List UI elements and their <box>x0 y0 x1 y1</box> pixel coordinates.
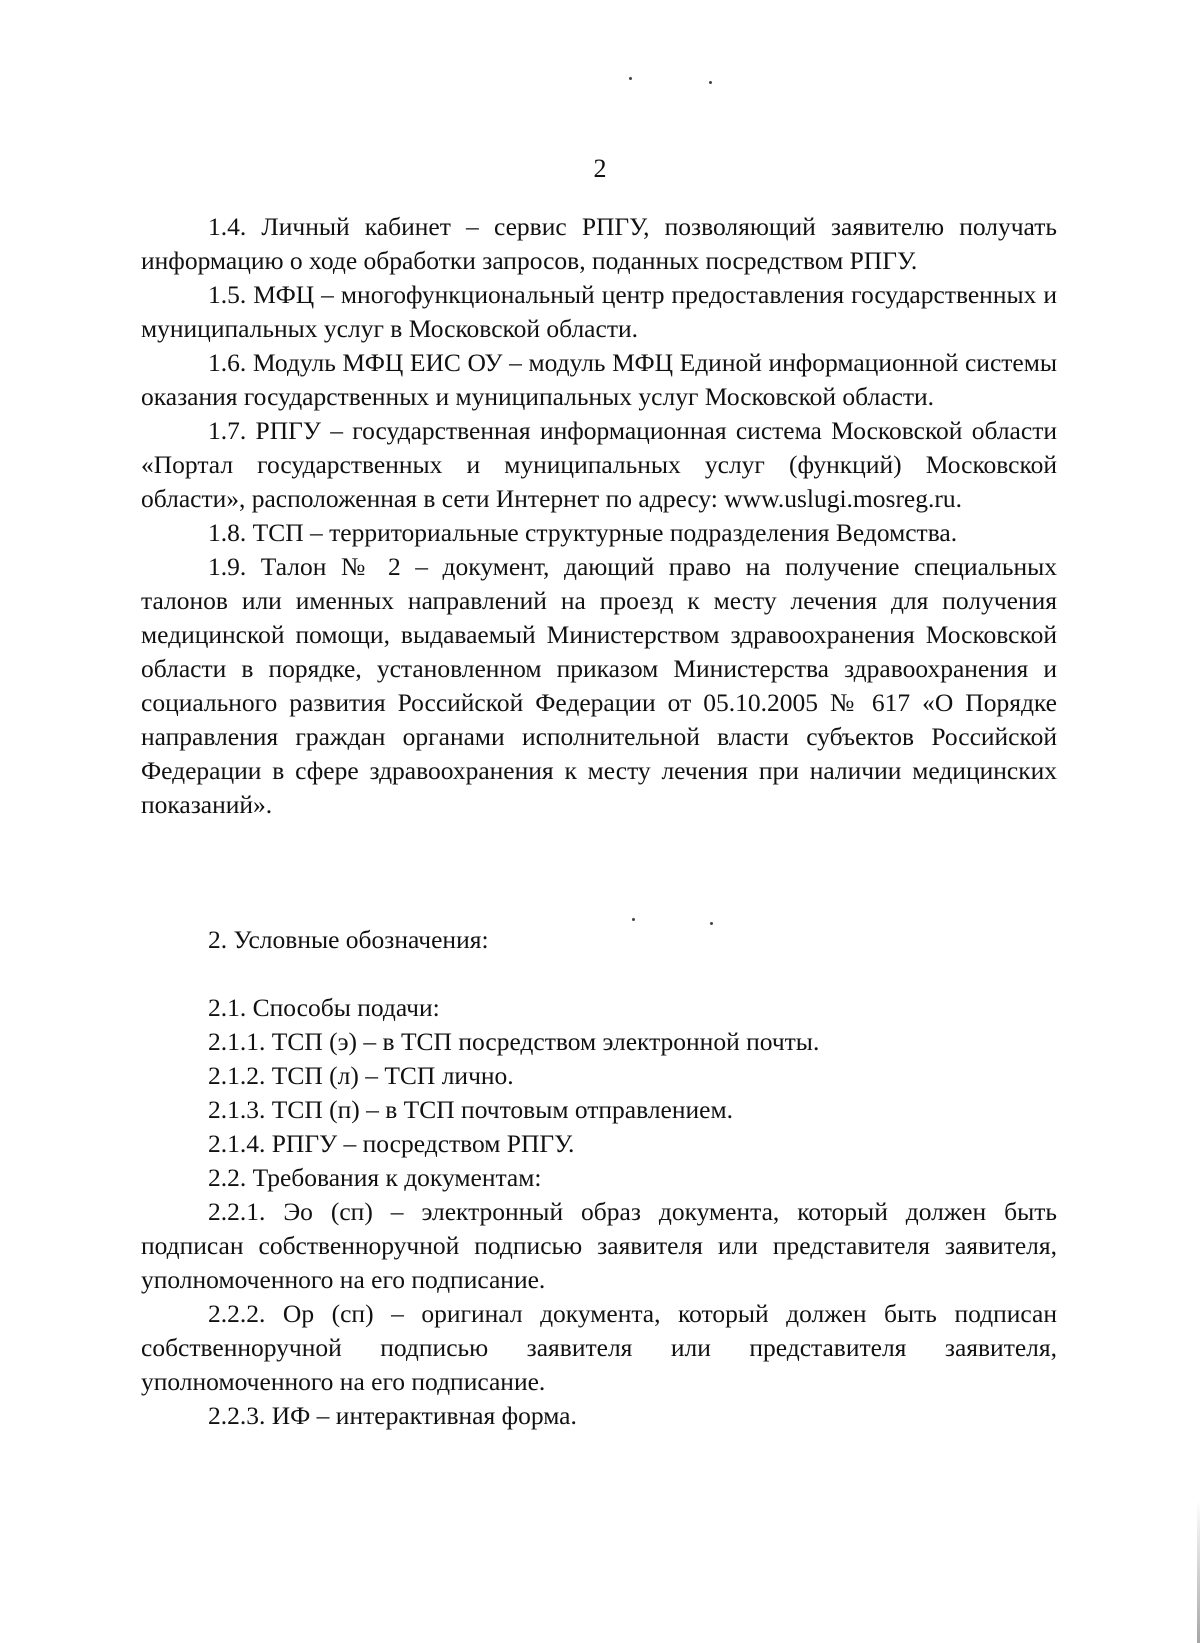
item-2-1-4: 2.1.4. РПГУ – посредством РПГУ. <box>208 1129 575 1158</box>
definition-1-7: 1.7. РПГУ – государственная информационная система Московской области «Портал государственных и муниципальных услуг (функций) Московской области», расположенная в сети Интернет по адресу: www.uslugi.mosreg.ru. <box>141 416 1057 513</box>
section-2-heading: 2. Условные обозначения: <box>208 925 489 954</box>
definition-1-9: 1.9. Талон № 2 – документ, дающий право на получение специальных талонов или именных направлений на проезд к месту лечения для получения медицинской помощи, выдаваемый Министерством здравоохранения Московской области в порядке, установленном приказом Министерства здравоохранения и социального развития Российской Федерации от 05.10.2005 № 617 «О Порядке направления граждан органами исполнительной власти субъектов Российской Федерации в сфере здравоохранения к месту лечения при наличии медицинских показаний». <box>141 552 1057 819</box>
definition-1-5: 1.5. МФЦ – многофункциональный центр предоставления государственных и муниципальных услуг в Московской области. <box>141 280 1057 343</box>
scan-speck-top <box>629 77 632 80</box>
item-2-2: 2.2. Требования к документам: <box>208 1163 542 1192</box>
item-2-1: 2.1. Способы подачи: <box>208 993 440 1022</box>
item-2-1-1: 2.1.1. ТСП (э) – в ТСП посредством электронной почты. <box>208 1027 820 1056</box>
item-2-2-3: 2.2.3. ИФ – интерактивная форма. <box>208 1401 577 1430</box>
section-gap <box>141 957 1057 991</box>
definition-1-8: 1.8. ТСП – территориальные структурные подразделения Ведомства. <box>208 518 958 547</box>
item-2-1-3: 2.1.3. ТСП (п) – в ТСП почтовым отправлением. <box>208 1095 733 1124</box>
definition-1-4: 1.4. Личный кабинет – сервис РПГУ, позволяющий заявителю получать информацию о ходе обработки запросов, поданных посредством РПГУ. <box>141 212 1057 275</box>
page-number: 2 <box>593 154 607 183</box>
definition-1-6: 1.6. Модуль МФЦ ЕИС ОУ – модуль МФЦ Единой информационной системы оказания государственных и муниципальных услуг Московской области. <box>141 348 1057 411</box>
definitions-list <box>141 210 1057 822</box>
item-2-2-2: 2.2.2. Ор (сп) – оригинал документа, который должен быть подписан собственноручной подписью заявителя или представителя заявителя, уполномоченного на его подписание. <box>141 1299 1057 1396</box>
scan-speck-top-2 <box>709 81 712 84</box>
item-2-2-1: 2.2.1. Эо (сп) – электронный образ документа, который должен быть подписан собственноручной подписью заявителя или представителя заявителя, уполномоченного на его подписание. <box>141 1197 1057 1294</box>
item-2-1-2: 2.1.2. ТСП (л) – ТСП лично. <box>208 1061 514 1090</box>
designations-section <box>141 923 1057 1433</box>
scan-speck-middle <box>632 918 635 921</box>
